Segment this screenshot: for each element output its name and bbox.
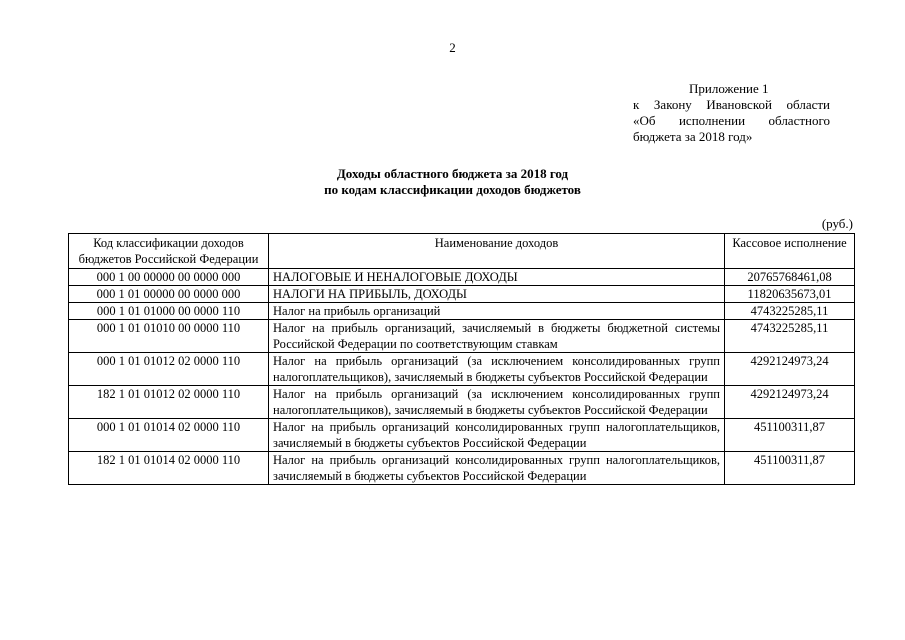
row-code: 000 1 01 00000 00 0000 000 [69,286,269,303]
table-row [69,419,855,452]
unit-label: (руб.) [821,216,853,231]
appendix-line-2: к Закону Ивановской области [633,97,830,112]
row-amount: 11820635673,01 [725,286,855,303]
row-name: Налог на прибыль организаций консолидированных групп налогоплательщиков, зачисляемый в бюджеты субъектов Российской Федерации [269,452,725,485]
appendix-line-1: Приложение 1 [689,81,769,96]
row-amount: 4292124973,24 [725,353,855,386]
row-name: Налог на прибыль организаций (за исключением консолидированных групп налогоплательщиков), зачисляемый в бюджеты субъектов Российской Федерации [269,353,725,386]
table-row [69,320,855,353]
appendix-line-3: «Об исполнении областного [633,113,830,128]
row-code: 000 1 01 01014 02 0000 110 [69,419,269,452]
table-row [69,452,855,485]
document-title [0,166,905,198]
row-code: 182 1 01 01012 02 0000 110 [69,386,269,419]
row-amount: 4743225285,11 [725,303,855,320]
table-row [69,386,855,419]
table-header-row [69,234,855,269]
row-name: Налог на прибыль организаций консолидированных групп налогоплательщиков, зачисляемый в бюджеты субъектов Российской Федерации [269,419,725,452]
table-row [69,353,855,386]
row-name: Налог на прибыль организаций (за исключением консолидированных групп налогоплательщиков), зачисляемый в бюджеты субъектов Российской Федерации [269,386,725,419]
row-amount: 4292124973,24 [725,386,855,419]
header-name: Наименование доходов [269,234,725,269]
header-amount: Кассовое исполнение [725,234,855,269]
appendix-block [633,81,830,145]
row-amount: 4743225285,11 [725,320,855,353]
table-row [69,286,855,303]
row-code: 000 1 01 01010 00 0000 110 [69,320,269,353]
title-line-2: по кодам классификации доходов бюджетов [324,182,581,197]
appendix-line-4: бюджета за 2018 год» [633,129,753,144]
row-amount: 451100311,87 [725,452,855,485]
row-name: Налог на прибыль организаций, зачисляемый в бюджеты бюджетной системы Российской Федерации по соответствующим ставкам [269,320,725,353]
row-code: 000 1 01 01012 02 0000 110 [69,353,269,386]
header-code: Код классификации доходов бюджетов Российской Федерации [69,234,269,269]
row-name: НАЛОГИ НА ПРИБЫЛЬ, ДОХОДЫ [269,286,725,303]
table-row [69,269,855,286]
row-amount: 451100311,87 [725,419,855,452]
row-code: 000 1 00 00000 00 0000 000 [69,269,269,286]
row-name: НАЛОГОВЫЕ И НЕНАЛОГОВЫЕ ДОХОДЫ [269,269,725,286]
income-table [68,233,855,485]
row-code: 182 1 01 01014 02 0000 110 [69,452,269,485]
row-amount: 20765768461,08 [725,269,855,286]
title-line-1: Доходы областного бюджета за 2018 год [336,166,569,181]
table-row [69,303,855,320]
row-code: 000 1 01 01000 00 0000 110 [69,303,269,320]
page-number: 2 [449,40,456,55]
row-name: Налог на прибыль организаций [269,303,725,320]
